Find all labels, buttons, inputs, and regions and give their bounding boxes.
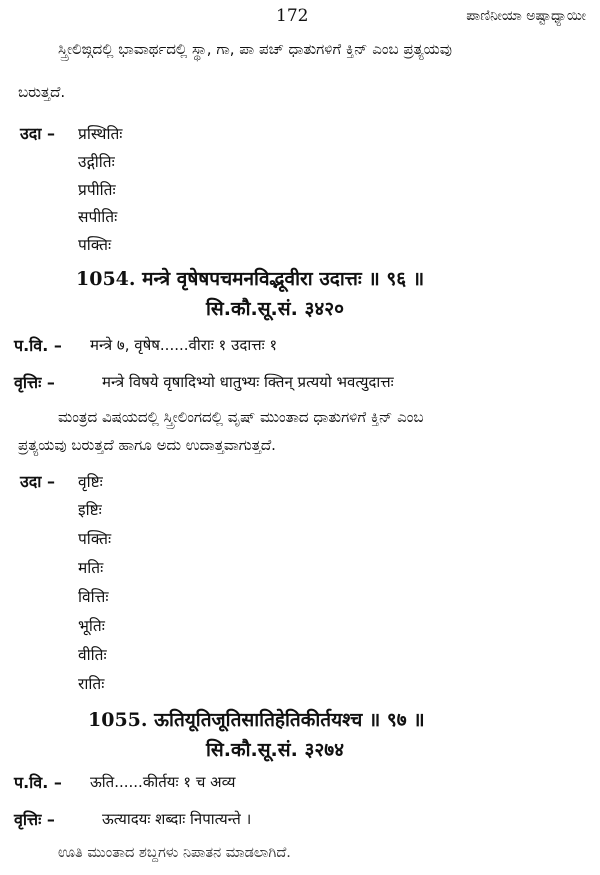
example-label: उदा – (20, 124, 55, 143)
example-label: उदा – (20, 472, 55, 491)
example-item: प्रपीतिः (78, 181, 116, 199)
vritti-label: वृत्तिः – (14, 373, 55, 392)
example-item: वृष्टिः (78, 473, 103, 491)
example-item: मतिः (78, 559, 104, 577)
sutra-reference: सि.कौ.सू.सं. ३२७४ (206, 739, 344, 761)
example-item: वीतिः (78, 646, 107, 664)
intro-line-2: ಬರುತ್ತದೆ. (18, 83, 66, 101)
example-item: उद्गीतिः (78, 153, 115, 171)
pavi-text: मन्त्रे ७, वृषेष......वीराः १ उदात्तः १ (90, 336, 278, 354)
example-item: इष्टिः (78, 501, 102, 519)
pavi-text: ऊति......कीर्तयः १ च अव्य (90, 773, 236, 791)
sutra-reference: सि.कौ.सू.सं. ३४२० (206, 298, 344, 320)
example-item: पक्तिः (78, 236, 112, 254)
pavi-label: प.वि. – (14, 336, 62, 355)
example-item: सपीतिः (78, 208, 118, 226)
example-item: प्रस्थितिः (78, 125, 123, 143)
pavi-label: प.वि. – (14, 773, 62, 792)
example-item: भूतिः (78, 617, 105, 635)
sutra-text: ऊतियूतिजूतिसातिहेतिकीर्तयश्च ॥ ९७ ॥ (154, 709, 425, 731)
page-number: 172 (276, 6, 309, 26)
intro-line-1: ಸ್ತ್ರೀಲಿಙ್ಗದಲ್ಲಿ ಭಾವಾರ್ಥದಲ್ಲಿ ಸ್ಥಾ, ಗಾ, ಪಾ ಪಚ್ ಧಾತುಗಳಿಗೆ ಕ್ತಿನ್ ಎಂಬ ಪ್ರತ್ಯಯವು (58, 40, 452, 58)
kannada-explanation-line: ಊತಿ ಮುಂತಾದ ಶಬ್ದಗಳು ನಿಪಾತನ ಮಾಡಲಾಗಿದೆ. (58, 845, 291, 861)
book-title: ಪಾಣಿನೀಯಾ ಅಷ್ಟಾಧ್ಯಾಯೀ (466, 8, 586, 24)
sutra-number: 1055. (88, 709, 148, 731)
example-item: रातिः (78, 675, 105, 693)
kannada-explanation-line-2: ಪ್ರತ್ಯಯವು ಬರುತ್ತದೆ ಹಾಗೂ ಅದು ಉದಾತ್ತವಾಗುತ್ತದೆ. (18, 436, 276, 454)
sutra-number: 1054. (76, 268, 136, 290)
example-item: वित्तिः (78, 588, 109, 606)
sutra-heading (76, 265, 424, 291)
example-item: पक्तिः (78, 530, 112, 548)
vritti-text: मन्त्रे विषये वृषादिभ्यो धातुभ्यः क्तिन् प्रत्ययो भवत्युदात्तः (102, 373, 394, 391)
kannada-explanation-line-1: ಮಂತ್ರದ ವಿಷಯದಲ್ಲಿ ಸ್ತ್ರೀಲಿಂಗದಲ್ಲಿ ವೃಷ್ ಮುಂತಾದ ಧಾತುಗಳಿಗೆ ಕ್ತಿನ್ ಎಂಬ (58, 408, 424, 426)
vritti-label: वृत्तिः – (14, 810, 55, 829)
sutra-text: मन्त्रे वृषेषपचमनविद्भूवीरा उदात्तः ॥ ९६ ॥ (142, 268, 425, 290)
vritti-text: ऊत्यादयः शब्दाः निपात्यन्ते । (102, 810, 252, 828)
sutra-heading (88, 706, 425, 732)
